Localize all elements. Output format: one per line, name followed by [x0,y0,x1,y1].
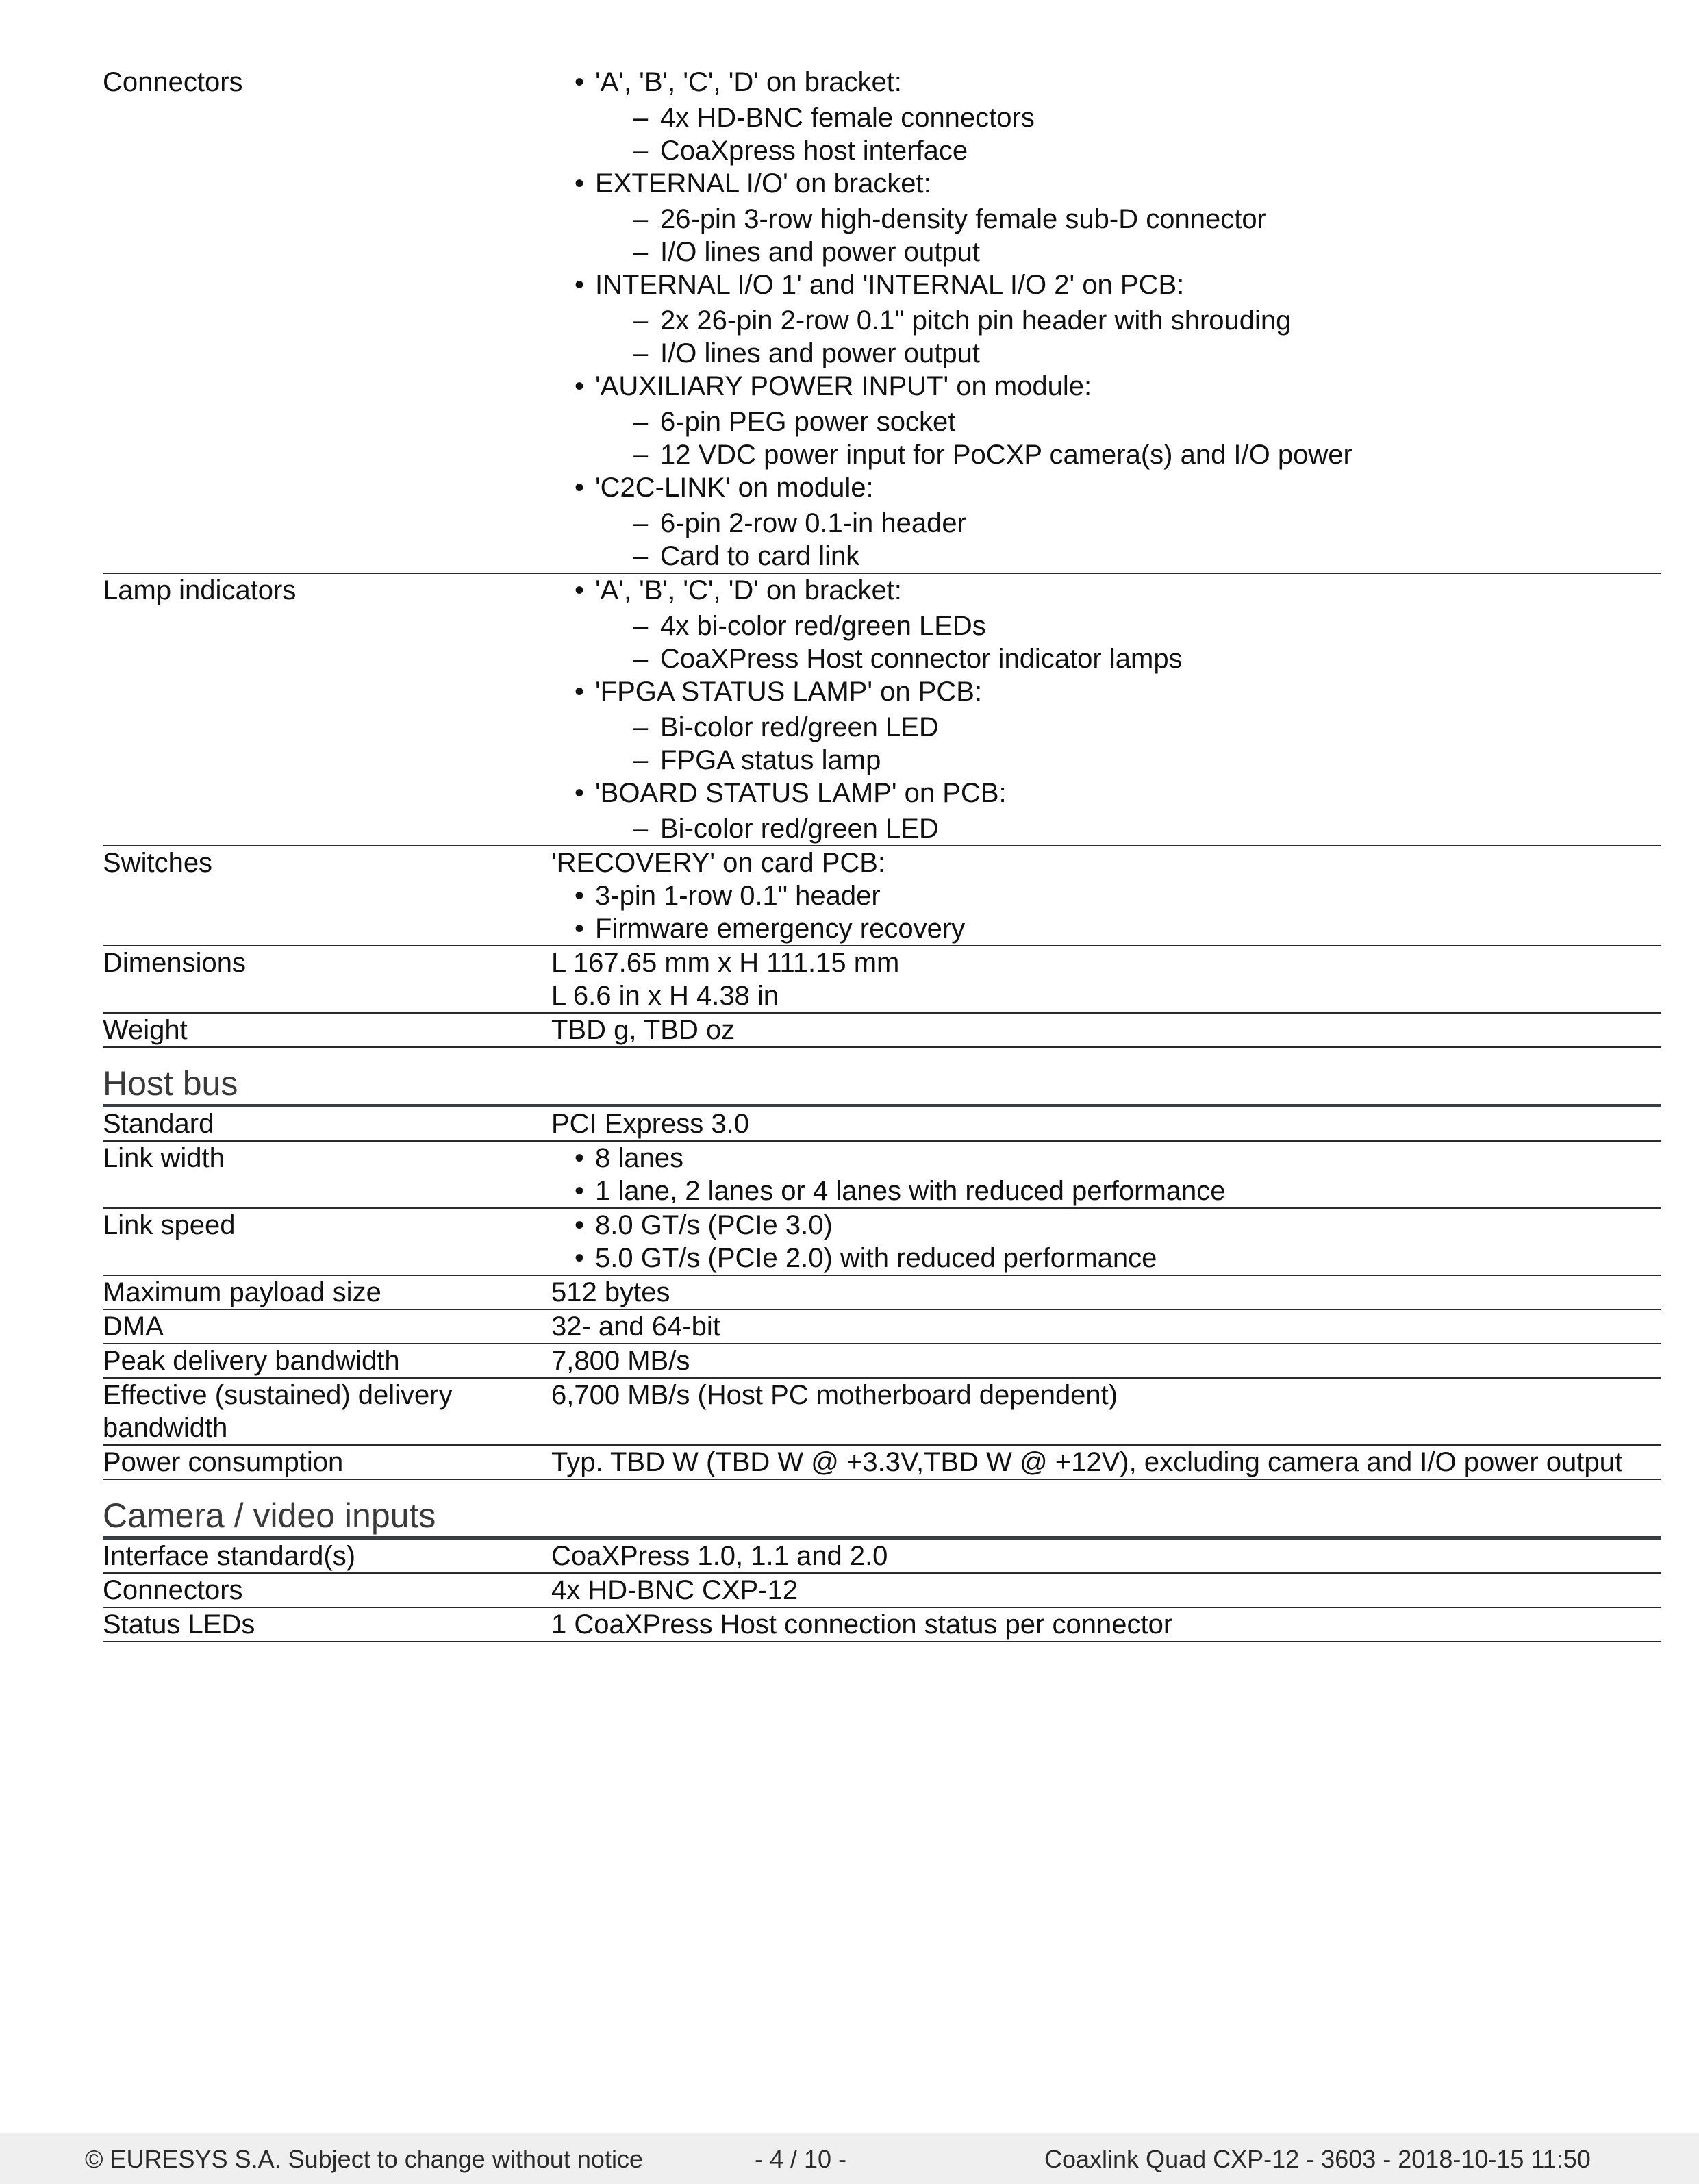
spec-value-line: L 6.6 in x H 4.38 in [551,981,779,1011]
spec-value [551,1107,1661,1140]
bullet-text: • 3-pin 1-row 0.1" header [595,881,881,911]
sub-list [595,304,1661,370]
bullet-item [575,1175,1661,1207]
bullet-item [575,268,1661,370]
spec-row [103,66,1661,574]
spec-value [551,66,1661,573]
bullet-item [575,1142,1661,1175]
spec-value-line: 7,800 MB/s [551,1346,690,1376]
spec-row [103,1446,1661,1480]
mechanical-spec-table [103,66,1661,1048]
bullet-text: • 'A', 'B', 'C', 'D' on bracket: [595,67,902,97]
spec-label: Lamp indicators [103,575,297,605]
spec-value-line: 'RECOVERY' on card PCB: [551,848,886,878]
sub-item: – Bi-color red/green LED [633,711,1661,744]
bullet-item [575,1209,1661,1242]
spec-value-line: CoaXPress 1.0, 1.1 and 2.0 [551,1541,888,1571]
spec-value-line: 4x HD-BNC CXP-12 [551,1575,798,1605]
spec-value [551,1276,1661,1309]
spec-document [103,66,1661,1642]
bullet-item [575,879,1661,912]
sub-item: – I/O lines and power output [633,337,1661,370]
spec-value-line: Typ. TBD W (TBD W @ +3.3V,TBD W @ +12V), excluding camera and I/O power output [551,1447,1623,1477]
spec-row [103,946,1661,1014]
bullet-list [551,1209,1661,1275]
bullet-text: • 1 lane, 2 lanes or 4 lanes with reduced performance [595,1176,1226,1206]
spec-label: Link speed [103,1210,236,1240]
bullet-text: • Firmware emergency recovery [595,914,966,944]
spec-row [103,1540,1661,1574]
sub-item: – 2x 26-pin 2-row 0.1" pitch pin header with shrouding [633,304,1661,337]
sub-list [595,610,1661,675]
spec-label: Weight [103,1015,188,1045]
spec-value-line: 6,700 MB/s (Host PC motherboard dependent) [551,1380,1118,1410]
footer-copyright: © EURESYS S.A. Subject to change without notice [85,2145,643,2173]
bullet-text: • 'AUXILIARY POWER INPUT' on module: [595,371,1092,401]
spec-value [551,1142,1661,1207]
spec-label: Maximum payload size [103,1277,381,1307]
spec-value [551,1379,1661,1444]
spec-value-line: L 167.65 mm x H 111.15 mm [551,948,900,978]
spec-label: Peak delivery bandwidth [103,1346,400,1376]
sub-item: – Bi-color red/green LED [633,812,1661,845]
bullet-text: • 'C2C-LINK' on module: [595,473,874,503]
spec-value-line: 32- and 64-bit [551,1311,720,1342]
spec-label: Power consumption [103,1447,344,1477]
bullet-text: • 'A', 'B', 'C', 'D' on bracket: [595,575,902,605]
sub-item: – 4x HD-BNC female connectors [633,101,1661,134]
bullet-item [575,471,1661,573]
spec-value-line: TBD g, TBD oz [551,1015,735,1045]
bullet-item [575,675,1661,777]
bullet-list [551,1142,1661,1207]
spec-label: Connectors [103,1575,243,1605]
spec-row [103,1379,1661,1446]
sub-item: – 4x bi-color red/green LEDs [633,610,1661,642]
footer-document-id: Coaxlink Quad CXP-12 - 3603 - 2018-10-15 11:50 [1044,2145,1591,2173]
spec-row [103,1344,1661,1379]
bullet-item [575,574,1661,675]
spec-row [103,1310,1661,1344]
spec-value [551,1574,1661,1607]
sub-list [595,101,1661,167]
bullet-item [575,912,1661,945]
section-title-host-bus: Host bus [103,1048,1661,1107]
spec-row [103,1608,1661,1642]
footer-page-number: - 4 / 10 - [755,2145,847,2173]
bullet-text: • 8.0 GT/s (PCIe 3.0) [595,1210,833,1240]
camera-inputs-spec-table [103,1540,1661,1642]
spec-value-line: 1 CoaXPress Host connection status per connector [551,1609,1173,1640]
sub-item: – 6-pin PEG power socket [633,405,1661,438]
bullet-text: • 5.0 GT/s (PCIe 2.0) with reduced performance [595,1243,1157,1273]
spec-value [551,1446,1661,1479]
sub-item: – Card to card link [633,540,1661,573]
spec-value [551,1014,1661,1046]
sub-item: – 26-pin 3-row high-density female sub-D connector [633,203,1661,236]
spec-value [551,946,1661,1012]
spec-value-line: 512 bytes [551,1277,670,1307]
spec-label: Standard [103,1109,214,1139]
bullet-item [575,167,1661,268]
spec-value [551,846,1661,945]
spec-row [103,1014,1661,1048]
host-bus-spec-table [103,1107,1661,1480]
spec-value [551,1608,1661,1641]
bullet-text: • 'FPGA STATUS LAMP' on PCB: [595,677,983,707]
spec-label: Switches [103,848,213,878]
spec-row [103,574,1661,846]
bullet-item [575,370,1661,471]
bullet-text: • 'BOARD STATUS LAMP' on PCB: [595,778,1007,808]
sub-item: – FPGA status lamp [633,744,1661,777]
spec-label: Dimensions [103,948,246,978]
spec-row [103,846,1661,946]
spec-value [551,1209,1661,1275]
sub-list [595,203,1661,268]
spec-row [103,1142,1661,1209]
sub-list [595,507,1661,573]
spec-row [103,1107,1661,1142]
bullet-list [551,66,1661,573]
bullet-item [575,777,1661,845]
spec-value [551,1344,1661,1377]
bullet-text: • EXTERNAL I/O' on bracket: [595,168,931,199]
bullet-item [575,66,1661,167]
sub-item: – CoaXPress Host connector indicator lamps [633,642,1661,675]
sub-item: – I/O lines and power output [633,236,1661,268]
bullet-list [551,574,1661,845]
sub-list [595,405,1661,471]
sub-item: – 12 VDC power input for PoCXP camera(s) and I/O power [633,438,1661,471]
bullet-text: • INTERNAL I/O 1' and 'INTERNAL I/O 2' on PCB: [595,270,1185,300]
spec-value-line: PCI Express 3.0 [551,1109,750,1139]
sub-item: – 6-pin 2-row 0.1-in header [633,507,1661,540]
page-footer [0,2133,1699,2184]
spec-row [103,1209,1661,1276]
spec-row [103,1276,1661,1310]
spec-label: DMA [103,1311,164,1342]
bullet-list [551,879,1661,945]
spec-label: Interface standard(s) [103,1541,356,1571]
section-title-camera-inputs: Camera / video inputs [103,1480,1661,1540]
sub-list [595,711,1661,777]
sub-item: – CoaXpress host interface [633,134,1661,167]
spec-value [551,1540,1661,1572]
spec-row [103,1574,1661,1608]
spec-value [551,574,1661,845]
bullet-text: • 8 lanes [595,1143,683,1173]
spec-label: Status LEDs [103,1609,255,1640]
spec-value [551,1310,1661,1343]
spec-label: Connectors [103,67,243,97]
spec-label: Effective (sustained) delivery bandwidth [103,1380,453,1443]
spec-label: Link width [103,1143,225,1173]
bullet-item [575,1242,1661,1275]
sub-list [595,812,1661,845]
